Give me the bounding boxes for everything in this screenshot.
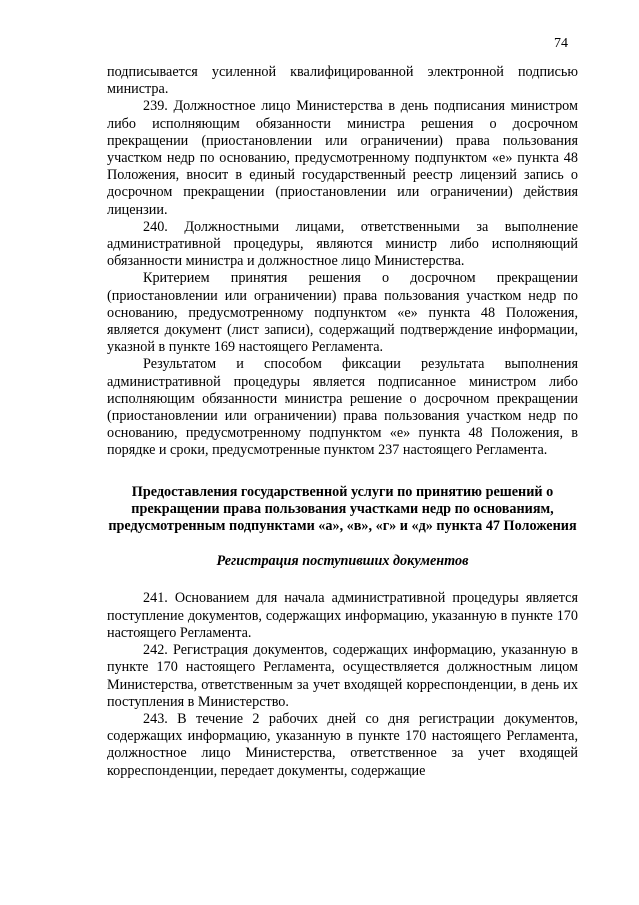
page-number: 74 (554, 36, 568, 51)
paragraph-243: 243. В течение 2 рабочих дней со дня регистрации документов, содержащих информацию, указанную в пункте 170 настоящего Регламента, должностное лицо Министерства, ответственное за учет входящей корреспонденции, передает документы, содержащие (107, 710, 578, 779)
paragraph-criterion: Критерием принятия решения о досрочном прекращении (приостановлении или ограничении) права пользования участком недр по основанию, предусмотренному подпунктом «е» пункта 48 Положения, является документ (лист записи), содержащий подтверждение информации, указной в пункте 169 настоящего Регламента. (107, 270, 578, 356)
subheading: Регистрация поступивших документов (216, 553, 469, 570)
paragraph-result: Результатом и способом фиксации результата выполнения административной процедуры является подписанное министром либо исполняющим обязанности министра решение о досрочном прекращении (приостановлении или ограничении) права пользования участком недр по основанию, предусмотренному подпунктом «е» пункта 48 Положения, в порядке и сроки, предусмотренные пунктом 237 настоящего Регламента. (107, 356, 578, 459)
paragraph-242: 242. Регистрация документов, содержащих информацию, указанную в пункте 170 настоящего Регламента, осуществляется должностным лицом Министерства, ответственным за учет входящей корреспонденции, в день их поступления в Министерство. (107, 642, 578, 710)
paragraph-240: 240. Должностными лицами, ответственными за выполнение административной процедуры, являются министр либо исполняющий обязанности министра и должностное лицо Министерства. (107, 218, 578, 270)
document-body (107, 64, 578, 780)
section-heading: Предоставления государственной услуги по принятию решений о прекращении права пользования участками недр по основаниям, предусмотренным подпунктами «а», «в», «г» и «д» пункта 47 Положения (108, 483, 577, 535)
paragraph-239: 239. Должностное лицо Министерства в день подписания министром либо исполняющим обязанности министра решения о досрочном прекращении (приостановлении или ограничении) права пользования участком недр по основанию, предусмотренному подпунктом «е» пункта 48 Положения, вносит в единый государственный реестр лицензий запись о досрочном прекращении (приостановлении или ограничении) действия лицензии. (107, 98, 578, 218)
paragraph-241: 241. Основанием для начала административной процедуры является поступление документов, содержащих информацию, указанную в пункте 170 настоящего Регламента. (107, 590, 578, 641)
paragraph-continuation: подписывается усиленной квалифицированной электронной подписью министра. (107, 64, 578, 98)
